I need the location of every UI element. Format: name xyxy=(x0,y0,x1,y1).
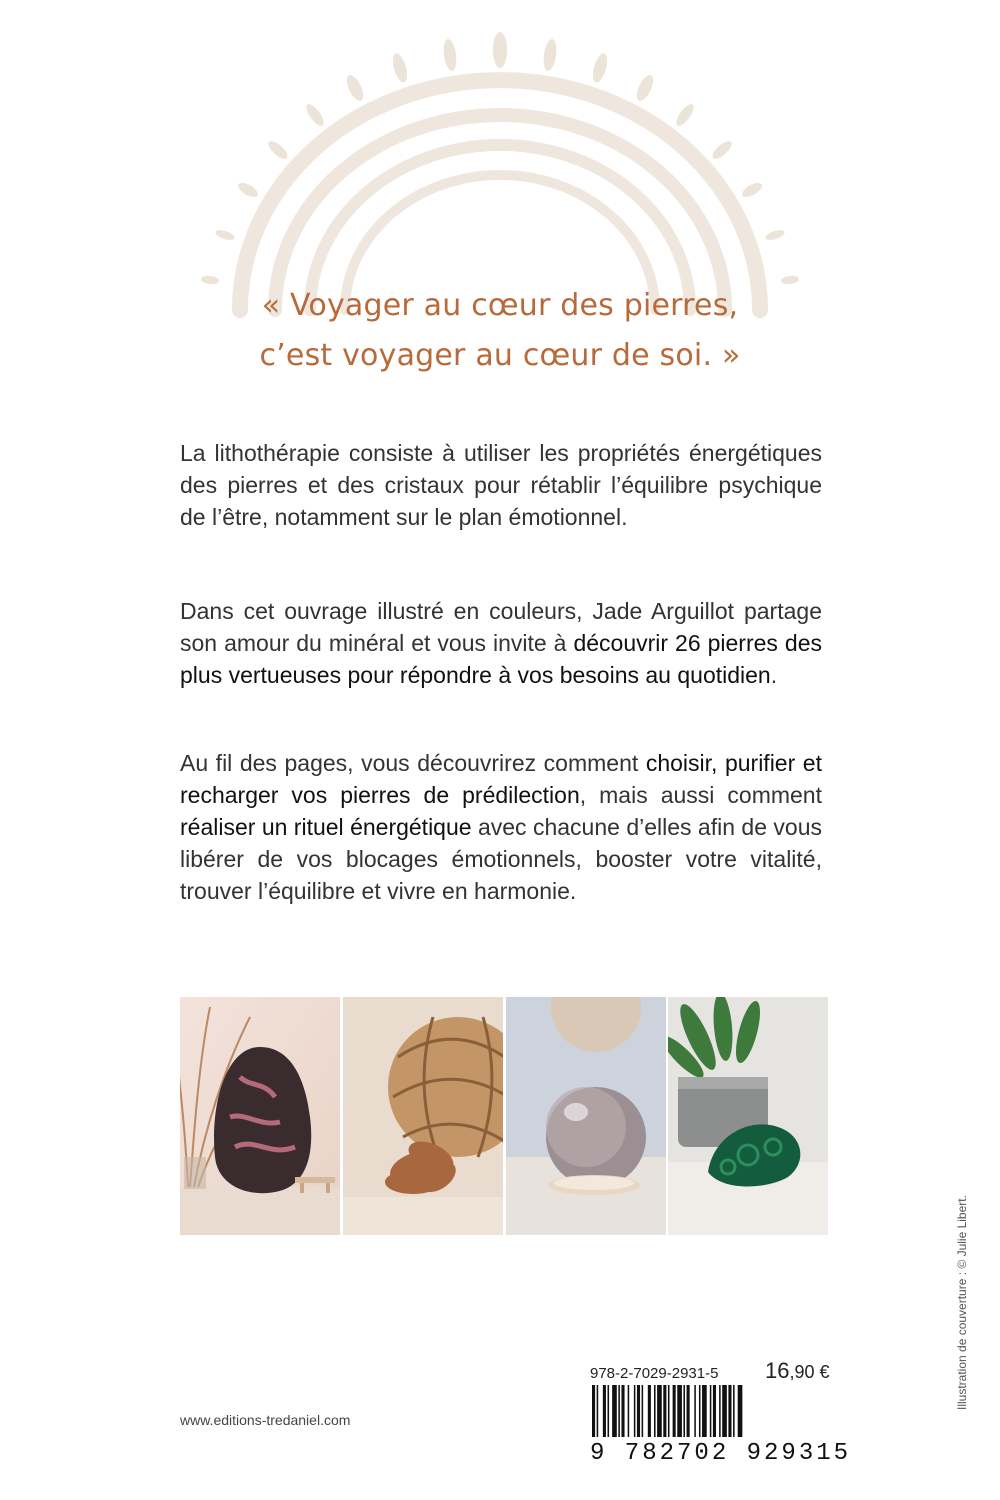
publisher-url: www.editions-tredaniel.com xyxy=(180,1412,351,1428)
cover-credit: Illustration de couverture : © Julie Libert. xyxy=(955,1195,969,1410)
quote-line-2: c’est voyager au cœur de soi. » xyxy=(259,338,741,373)
paragraph-text: avec chacune d’elles afin de vous libérer de vos blocages émotionnels, booster votre vitalité, trouver l’équilibre et vivre en harmonie. xyxy=(180,814,822,904)
photo-malachite xyxy=(668,997,828,1235)
paragraph-description xyxy=(180,595,822,691)
isbn-number: 978-2-7029-2931-5 xyxy=(590,1365,719,1382)
paragraph-text: Au fil des pages, vous découvrirez comment xyxy=(180,750,646,776)
price xyxy=(765,1358,830,1384)
barcode-digits: 9 782702 929315 xyxy=(590,1440,852,1467)
barcode xyxy=(590,1385,852,1447)
paragraph-text: , mais aussi comment xyxy=(579,782,822,808)
price-decimals: ,90 € xyxy=(789,1362,830,1382)
photo-rhodonite xyxy=(180,997,340,1235)
highlight-text: réaliser un rituel énergétique xyxy=(180,814,472,840)
paragraph-text: . xyxy=(770,662,778,688)
photo-agate-sphere xyxy=(506,997,666,1235)
quote-line-1: « Voyager au cœur des pierres, xyxy=(261,288,739,323)
highlight-text: choisir, purifier et recharger vos pierres de prédilection xyxy=(180,750,822,808)
paragraph-intro: La lithothérapie consiste à utiliser les propriétés énergétiques des pierres et des cristaux pour rétablir l’équilibre psychique de l’être, notamment sur le plan émotionnel. xyxy=(180,440,822,530)
highlight-text: découvrir 26 pierres des plus vertueuses pour répondre à vos besoins au quotidien xyxy=(180,630,822,688)
paragraph-text: Dans cet ouvrage illustré en couleurs, Jade Arguillot partage son amour du minéral et vous invite à xyxy=(180,598,822,656)
photo-desert-rose xyxy=(343,997,503,1235)
price-main: 16 xyxy=(765,1358,790,1383)
paragraph-details xyxy=(180,747,822,907)
